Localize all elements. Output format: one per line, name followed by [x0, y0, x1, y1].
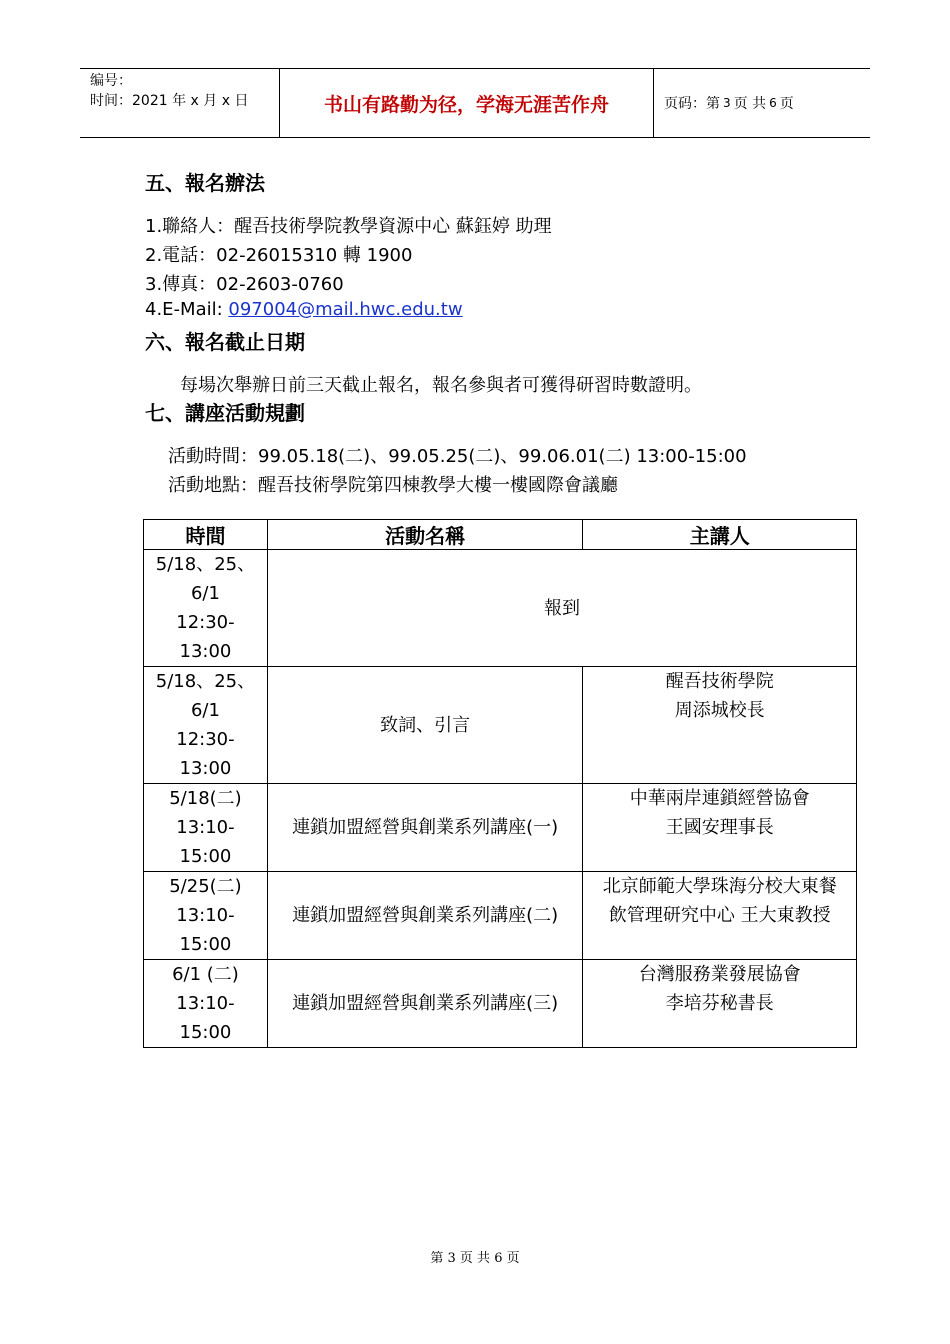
time-cell: 5/25(二) 13:10- 15:00	[144, 872, 268, 960]
activity-cell: 連鎖加盟經營與創業系列講座(二)	[267, 872, 583, 960]
event-time: 活動時間：99.05.18(二)、99.05.25(二)、99.06.01(二) 13:00-15:00	[168, 446, 747, 467]
section7-title: 七、講座活動規劃	[145, 401, 305, 425]
header-motto: 书山有路勤为径，学海无涯苦作舟	[280, 69, 654, 137]
email-link[interactable]: 097004@mail.hwc.edu.tw	[228, 299, 463, 320]
page-footer: 第 3 页 共 6 页	[430, 1251, 520, 1266]
header-activity: 活動名稱	[267, 520, 583, 550]
section5-title: 五、報名辦法	[145, 171, 265, 195]
table-row	[144, 550, 857, 667]
page-current: 3	[723, 96, 731, 110]
table-row	[144, 872, 857, 960]
contact-line: 1.聯絡人：醒吾技術學院教學資源中心 蘇鈺婷 助理	[145, 216, 552, 237]
table-row	[144, 784, 857, 872]
time-cell: 6/1 (二) 13:10- 15:00	[144, 960, 268, 1048]
activity-cell: 連鎖加盟經營與創業系列講座(一)	[267, 784, 583, 872]
time-cell: 5/18、25、 6/1 12:30- 13:00	[144, 667, 268, 784]
activity-cell: 連鎖加盟經營與創業系列講座(三)	[267, 960, 583, 1048]
speaker-cell: 中華兩岸連鎖經營協會 王國安理事長	[583, 784, 857, 872]
activity-cell: 報到	[267, 550, 856, 667]
email-line: 4.E-Mail: 097004@mail.hwc.edu.tw	[145, 299, 463, 320]
phone-line: 2.電話：02-26015310 轉 1900	[145, 245, 413, 266]
speaker-cell: 醒吾技術學院 周添城校長	[583, 667, 857, 784]
table-row	[144, 667, 857, 784]
table-header-row	[144, 520, 857, 550]
document-number-label: 编号：	[90, 73, 132, 89]
page-total: 6	[769, 96, 777, 110]
time-cell: 5/18(二) 13:10- 15:00	[144, 784, 268, 872]
header-meta	[80, 69, 280, 137]
header-speaker: 主講人	[583, 520, 857, 550]
page-header	[80, 68, 870, 138]
document-date-label: 时间：2021 年 x 月 x 日	[90, 93, 249, 109]
speaker-cell: 台灣服務業發展協會 李培芬秘書長	[583, 960, 857, 1048]
deadline-text: 每場次舉辦日前三天截止報名，報名參與者可獲得研習時數證明。	[180, 375, 702, 396]
activity-cell: 致詞、引言	[267, 667, 583, 784]
event-place: 活動地點：醒吾技術學院第四棟教學大樓一樓國際會議廳	[168, 475, 618, 496]
header-page-indicator: 页码：第 3 页 共 6 页	[664, 96, 794, 112]
schedule-table	[143, 519, 857, 1048]
time-cell: 5/18、25、 6/1 12:30- 13:00	[144, 550, 268, 667]
header-time: 時間	[144, 520, 268, 550]
speaker-cell: 北京師範大學珠海分校大東餐 飲管理研究中心 王大東教授	[583, 872, 857, 960]
table-row	[144, 960, 857, 1048]
section6-title: 六、報名截止日期	[145, 330, 305, 354]
fax-line: 3.傳真：02-2603-0760	[145, 274, 344, 295]
